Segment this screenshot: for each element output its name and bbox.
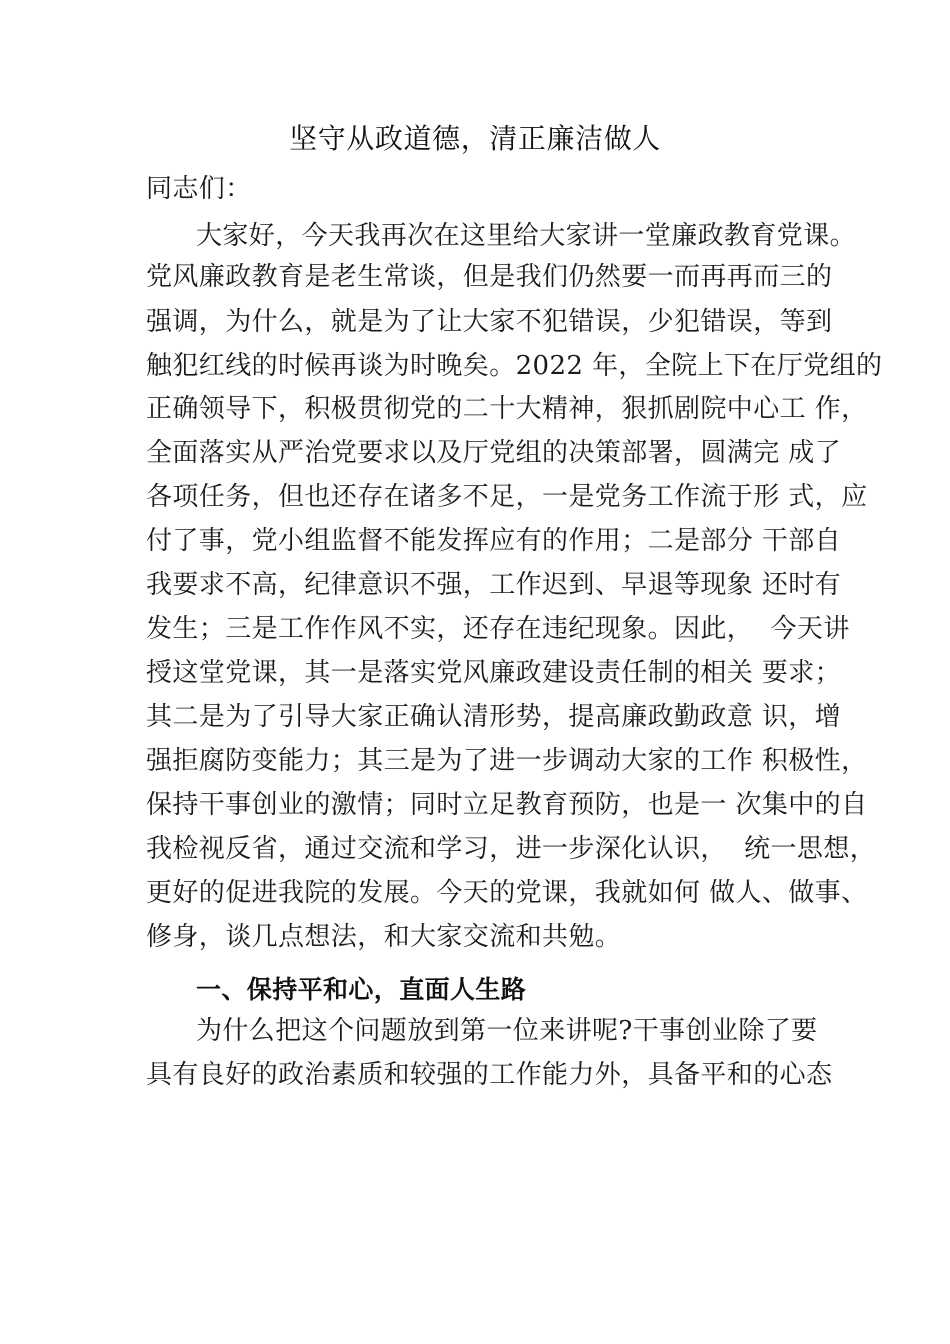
paragraph-line: 大家好，今天我再次在这里给大家讲一堂廉政教育党课。: [196, 221, 857, 251]
paragraph-line: 我检视反省，通过交流和学习，进一步深化认识， 统一思想，: [146, 834, 877, 864]
paragraph-line: 修身，谈几点想法，和大家交流和共勉。: [146, 922, 622, 952]
paragraph-line: 触犯红线的时候再谈为时晚矣。2022 年，全院上下在厅党组的: [146, 351, 883, 381]
salutation: 同志们：: [146, 174, 252, 204]
paragraph-line: 发生；三是工作作风不实，还存在违纪现象。因此， 今天讲: [146, 614, 850, 644]
paragraph-line: 更好的促进我院的发展。今天的党课，我就如何 做人、做事、: [146, 878, 868, 908]
paragraph-line: 强拒腐防变能力；其三是为了进一步调动大家的工作 积极性，: [146, 746, 868, 776]
document-title: 坚守从政道德，清正廉洁做人: [289, 122, 661, 155]
paragraph-line: 保持干事创业的激情；同时立足教育预防，也是一 次集中的自: [146, 790, 868, 820]
paragraph-line: 各项任务，但也还存在诸多不足，一是党务工作流于形 式，应: [146, 482, 868, 512]
paragraph-line: 党风廉政教育是老生常谈，但是我们仍然要一而再再而三的: [146, 262, 833, 292]
paragraph-line: 其二是为了引导大家正确认清形势，提高廉政勤政意 识，增: [146, 702, 842, 732]
paragraph-line: 授这堂党课，其一是落实党风廉政建设责任制的相关 要求；: [146, 658, 842, 688]
paragraph-line: 强调，为什么，就是为了让大家不犯错误，少犯错误，等到: [146, 307, 833, 337]
paragraph-line: 为什么把这个问题放到第一位来讲呢?干事创业除了要: [196, 1016, 818, 1046]
paragraph-line: 具有良好的政治素质和较强的工作能力外，具备平和的心态: [146, 1060, 833, 1090]
paragraph-line: 全面落实从严治党要求以及厅党组的决策部署，圆满完 成了: [146, 438, 842, 468]
paragraph-line: 正确领导下，积极贯彻党的二十大精神，狠抓剧院中心工 作，: [146, 394, 868, 424]
paragraph-line: 付了事，党小组监督不能发挥应有的作用；二是部分 干部自: [146, 526, 842, 556]
paragraph-line: 我要求不高，纪律意识不强，工作迟到、早退等现象 还时有: [146, 570, 842, 600]
section-heading: 一、保持平和心，直面人生路: [196, 975, 527, 1004]
